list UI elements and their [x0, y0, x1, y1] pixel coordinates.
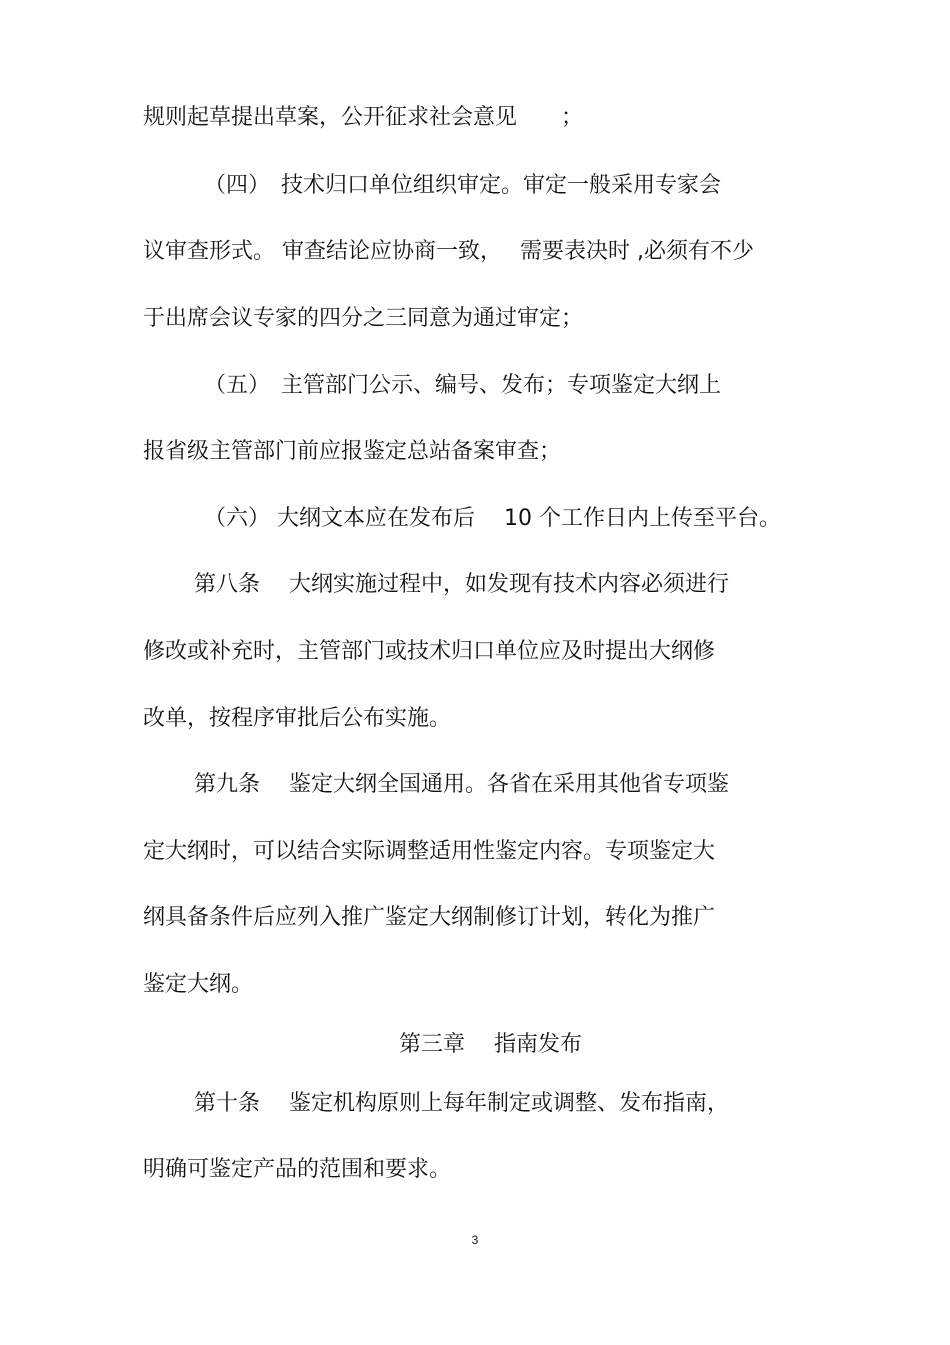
text-line-14: 鉴定大纲。: [143, 972, 254, 997]
page-number: 3: [471, 1233, 479, 1247]
text-line-3: 议审查形式。 审查结论应协商一致， 需要表决时 ,必须有不少: [143, 239, 754, 264]
text-line-16: 第十条 鉴定机构原则上每年制定或调整、发布指南，: [194, 1091, 729, 1116]
text-line-11: 第九条 鉴定大纲全国通用。各省在采用其他省专项鉴: [194, 772, 729, 797]
text-line-10: 改单，按程序审批后公布实施。: [143, 706, 452, 731]
text-line-4: 于出席会议专家的四分之三同意为通过审定；: [143, 306, 584, 331]
text-line-13: 纲具备条件后应列入推广鉴定大纲制修订计划，转化为推广: [143, 905, 716, 930]
chapter-heading: 第三章 指南发布: [399, 1032, 582, 1057]
text-line-6: 报省级主管部门前应报鉴定总站备案审查；: [143, 439, 562, 464]
text-line-12: 定大纲时，可以结合实际调整适用性鉴定内容。专项鉴定大: [143, 839, 716, 864]
text-line-7: （六） 大纲文本应在发布后 10 个工作日内上传至平台。: [204, 506, 781, 531]
text-line-1: 规则起草提出草案，公开征求社会意见 ；: [143, 105, 584, 130]
text-line-5: （五） 主管部门公示、编号、发布；专项鉴定大纲上: [204, 373, 722, 398]
text-line-17: 明确可鉴定产品的范围和要求。: [143, 1157, 452, 1182]
text-line-9: 修改或补充时，主管部门或技术归口单位应及时提出大纲修: [143, 639, 716, 664]
text-line-2: （四） 技术归口单位组织审定。审定一般采用专家会: [204, 173, 722, 198]
text-line-8: 第八条 大纲实施过程中，如发现有技术内容必须进行: [194, 572, 729, 597]
